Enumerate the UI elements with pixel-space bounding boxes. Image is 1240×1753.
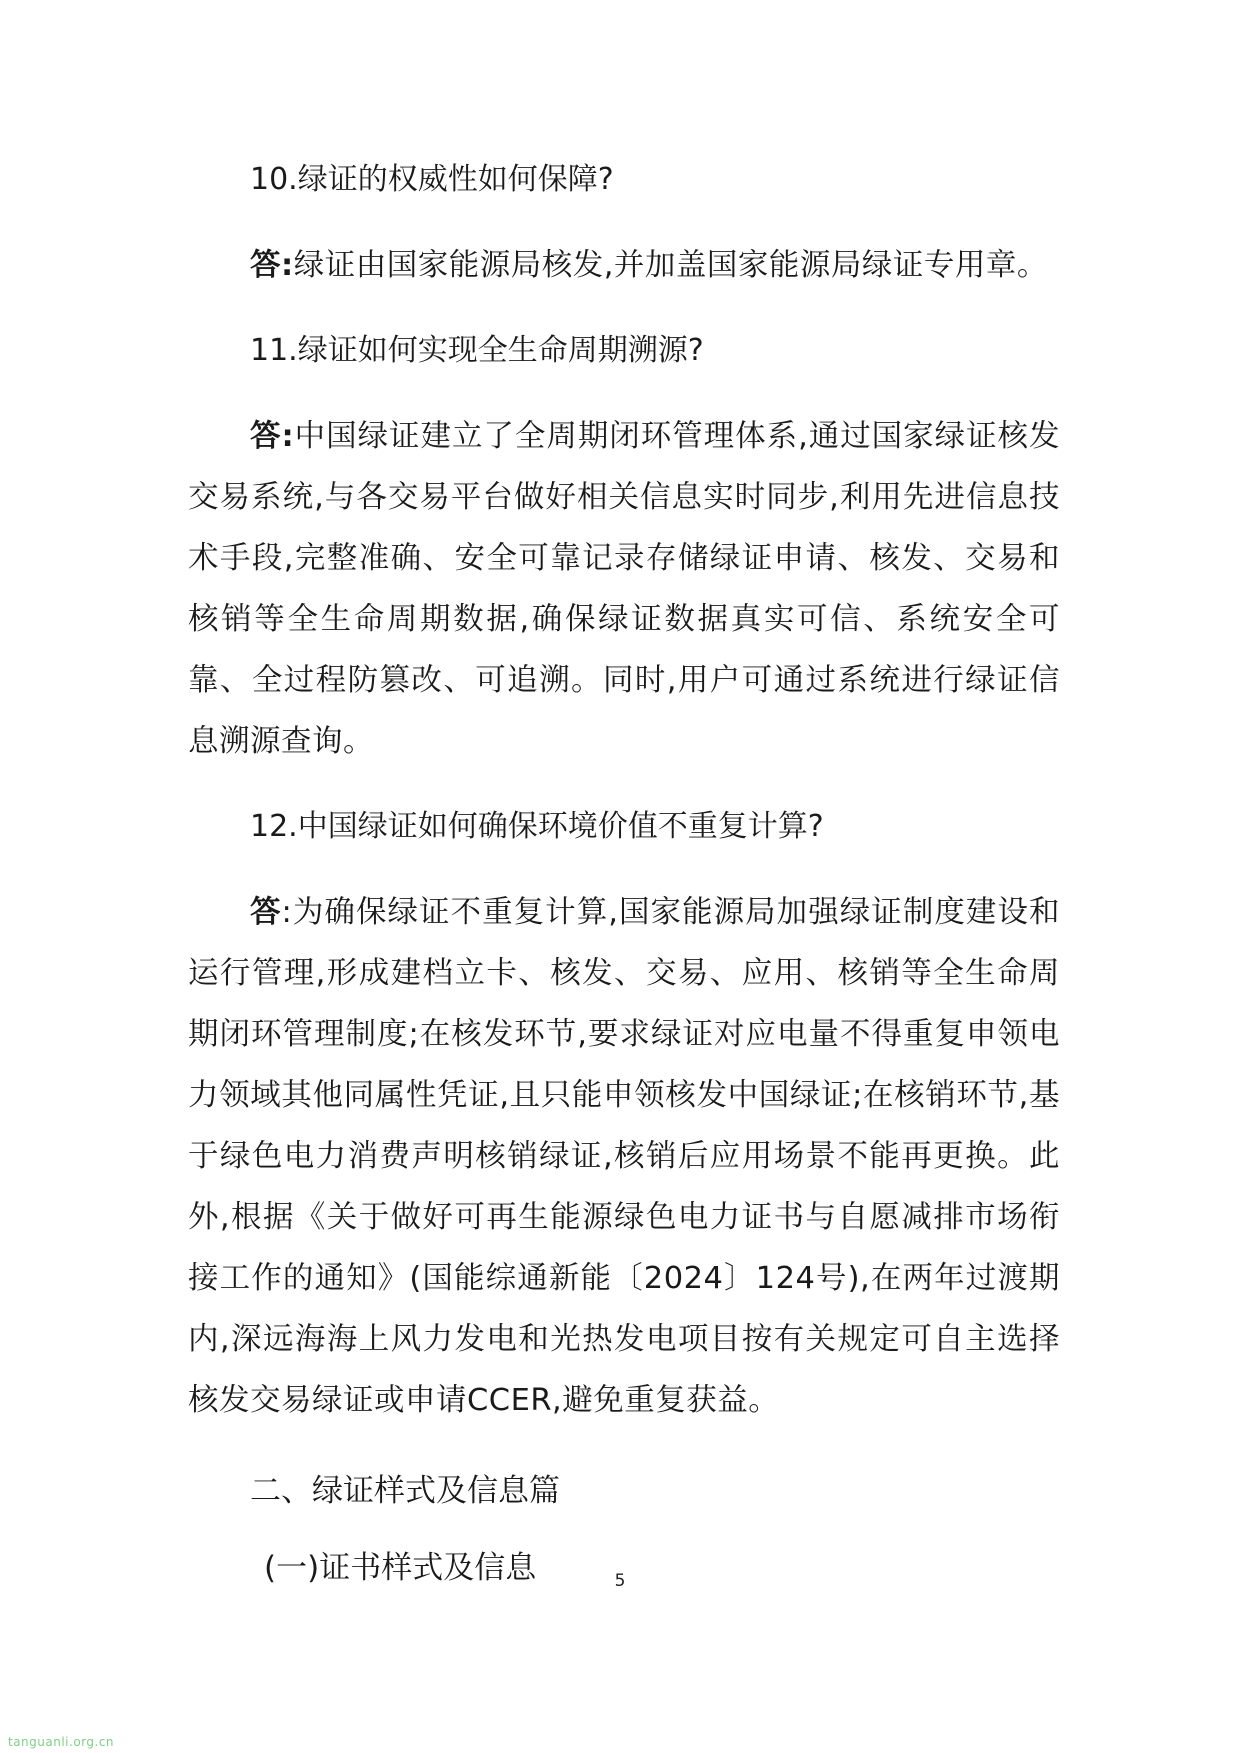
page-number: 5 [614, 1571, 626, 1591]
document-body [188, 158, 1060, 1590]
sub-heading: (一)证书样式及信息 [264, 1550, 537, 1586]
question-12: 12.中国绿证如何确保环境价值不重复计算? [250, 809, 824, 844]
answer-text: 绿证由国家能源局核发,并加盖国家能源局绿证专用章。 [293, 248, 1048, 283]
answer-12 [188, 882, 1060, 1431]
answer-label: 答: [250, 248, 294, 283]
answer-label: 答 [250, 895, 282, 930]
answer-10 [188, 235, 1060, 296]
watermark: tanguanli.org.cn [8, 1735, 115, 1749]
answer-text: 中国绿证建立了全周期闭环管理体系,通过国家绿证核发交易系统,与各交易平台做好相关信息实时同步,利用先进信息技术手段,完整准确、安全可靠记录存储绿证申请、核发、交易和核销等全生命周期数据,确保绿证数据真实可信、系统安全可靠、全过程防篡改、可追溯。同时,用户可通过系统进行绿证信息溯源查询。 [188, 419, 1060, 759]
answer-text: :为确保绿证不重复计算,国家能源局加强绿证制度建设和运行管理,形成建档立卡、核发、交易、应用、核销等全生命周期闭环管理制度;在核发环节,要求绿证对应电量不得重复申领电力领域其他同属性凭证,且只能申领核发中国绿证;在核销环节,基于绿色电力消费声明核销绿证,核销后应用场景不能再更换。此外,根据《关于做好可再生能源绿色电力证书与自愿减排市场衔接工作的通知》(国能综通新能〔2024〕124号),在两年过渡期内,深远海海上风力发电和光热发电项目按有关规定可自主选择核发交易绿证或申请CCER,避免重复获益。 [188, 895, 1060, 1418]
chapter-heading: 二、绿证样式及信息篇 [250, 1473, 560, 1509]
answer-label: 答: [250, 419, 295, 454]
answer-11 [188, 406, 1060, 772]
question-10: 10.绿证的权威性如何保障? [250, 162, 614, 197]
question-11: 11.绿证如何实现全生命周期溯源? [250, 333, 704, 368]
